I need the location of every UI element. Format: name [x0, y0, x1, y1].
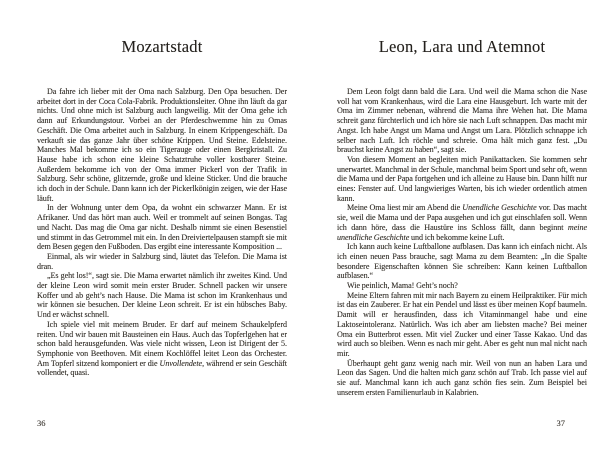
italic-text-run: Unvollendete: [159, 358, 203, 368]
text-run: Ich kann auch keine Luftballone aufblasen. Das kann ich einfach nicht. Als ich einen neuen Pass brauche, sagt Mama zu dem Beamten: „In die Spalte besondere Eigenschaften können Sie schreiben: Kann keinen Luftballon aufblasen.“: [337, 242, 587, 281]
italic-text-run: Unendliche Geschichte: [462, 203, 537, 213]
text-run: In der Wohnung unter dem Opa, da wohnt ein schwarzer Mann. Er ist Afrikaner. Und das hört man auch. Weil er trommelt auf seinen Bongas. Tag und Nacht. Das mag die Oma gar nicht. Deshalb nimmt sie einen Besenstiel und stimmt in das Getrommel mit ein. In den Dreiviertelpausen stampft sie mit dem Besen gegen den Fußboden. Das ergibt eine interessante Komposition ...: [37, 203, 287, 252]
chapter-title-leon-lara-und-atemnot: Leon, Lara und Atemnot: [378, 37, 546, 56]
page-right: [300, 0, 600, 451]
text-run: vor. Das macht sie, weil die Mama und der Papa ausgehen und ich gut einschlafen soll. Wenn ich dann höre, dass die Haustüre ins Schloss fällt, dann beginnt: [337, 203, 587, 232]
paragraph: [337, 281, 587, 291]
paragraph: [337, 203, 587, 242]
paragraph: [37, 203, 287, 252]
page-number-right: 37: [556, 418, 565, 428]
text-run: „Es geht los!“, sagt sie. Die Mama erwartet nämlich ihr zweites Kind. Und der kleine Leon wird somit mein erster Bruder. Schnell packen wir unsere Koffer und ab geht’s nach Hause. Die Mama ist schon im Krankenhaus und wir können sie besuchen. Der kleine Leon schreit. Er ist ein hübsches Baby. Und er wächst schnell.: [37, 271, 287, 320]
text-run: , während er sein Geschäft vollendet, quasi.: [37, 358, 287, 378]
paragraph: [337, 155, 587, 204]
text-run: und ich bekomme keine Luft.: [409, 232, 505, 242]
chapter-title-mozartstadt: Mozartstadt: [121, 37, 203, 56]
page-right-text-block: [337, 37, 587, 398]
text-run: Meine Oma liest mir am Abend die: [347, 203, 463, 213]
paragraph: [337, 291, 587, 359]
paragraph: [337, 359, 587, 398]
text-run: Überhaupt geht ganz wenig nach mir. Weil von nun an haben Lara und Leon das Sagen. Und die halten mich ganz schön auf Trab. Ich passe viel auf sie auf. Manchmal kann ich auch ganz schön fies sein. Zum Beispiel bei unserem ersten Familienurlaub in Kalabrien.: [337, 358, 587, 397]
paragraph: [37, 252, 287, 271]
paragraph: [337, 87, 587, 155]
text-run: Ich spiele viel mit meinem Bruder. Er darf auf meinem Schaukelpferd reiten. Und wir bauen mit Bausteinen ein Haus. Auch das Topferlgehen hat er schon bald herausgefunden. Was viele nicht wissen, Leon ist Dirigent der 5. Symphonie von Beethoven. Mit einem Kochlöffel leitet Leon das Orchester. Am Topferl sitzend komponiert er die: [37, 319, 287, 368]
text-run: Von diesem Moment an begleiten mich Panikattacken. Sie kommen sehr unerwartet. Manchmal in der Schule, manchmal beim Sport und sehr oft, wenn die Mama und der Papa fortgehen und ich alleine zu Hause bin. Dann hilft nur eines: Fenster auf. Und langwieriges Warten, bis ich wieder ordentlich atmen kann.: [337, 154, 587, 203]
page-left-body: [37, 87, 287, 378]
text-run: Dem Leon folgt dann bald die Lara. Und weil die Mama schon die Nase voll hat vom Krankenhaus, wird die Lara eine Hausgeburt. Ich warte mit der Oma im Zimmer nebenan, während die Mama ihre Wehen hat. Die Mama schreit ganz fürchterlich und ich höre sie nach Luft schnappen. Das macht mir Angst. Ich habe Angst um Mama und Angst um Lara. Plötzlich schnappe ich selber nach Luft. Ich röchle und schreie. Oma hält mich ganz fest. „Du brauchst keine Angst zu haben“, sagt sie.: [337, 87, 587, 155]
paragraph: [37, 87, 287, 203]
paragraph: [337, 242, 587, 281]
text-run: Da fahre ich lieber mit der Oma nach Salzburg. Den Opa besuchen. Der arbeitet dort in der Coca Cola-Fabrik. Produktionsleiter. Ohne ihn läuft da gar nichts. Und ohne mich ist Salzburg auch langweilig. Mit der Oma gehe ich dann auf Erkundungstour. Vorbei an der Pferdeschwemme hin zu Omas Geschäft. Die Oma arbeitet auch in Salzburg. In einem Krippengeschäft. Da verkauft sie das ganze Jahr über schöne Krippen. Und Steine. Edelsteine. Manches Mal bekomme ich so ein Tigerauge oder einen Bergkristall. Zu Hause habe ich schon eine kleine Schatztruhe voller kostbarer Steine. Außerdem bekomme ich von der Oma immer Pickerl von der Trafik in Salzburg. Sehr schöne, glitzernde, große und kleine Sticker. Und die brauche ich doch in der Schule. Dann kann ich der Pickerlkönigin zeigen, wie der Hase läuft.: [37, 87, 287, 203]
paragraph: [37, 271, 287, 320]
paragraph: [37, 320, 287, 378]
page-left-text-block: [37, 37, 287, 378]
text-run: Wie peinlich, Mama! Geht’s noch?: [347, 281, 458, 291]
text-run: Einmal, als wir wieder in Salzburg sind, läutet das Telefon. Die Mama ist dran.: [37, 251, 287, 271]
page-right-body: [337, 87, 587, 398]
page-number-left: 36: [37, 418, 46, 428]
text-run: Meine Eltern fahren mit mir nach Bayern zu einem Heilpraktiker. Für mich ist das ein Zauberer. Er hat ein Pendel und lässt es über meinen Kopf baumeln. Damit will er herausfinden, dass ich Vitaminmangel habe und eine Laktoseintoleranz. Natürlich. Was ich aber am liebsten mache? Bei meiner Oma ein Butterbrot essen. Mit viel Zucker und einer Tasse Kakao. Und das wird auch so bleiben. Wenn es nach mir geht. Aber es geht nun mal nicht nach mir.: [337, 290, 587, 358]
italic-text-run: meine unendliche Geschichte: [337, 222, 587, 242]
